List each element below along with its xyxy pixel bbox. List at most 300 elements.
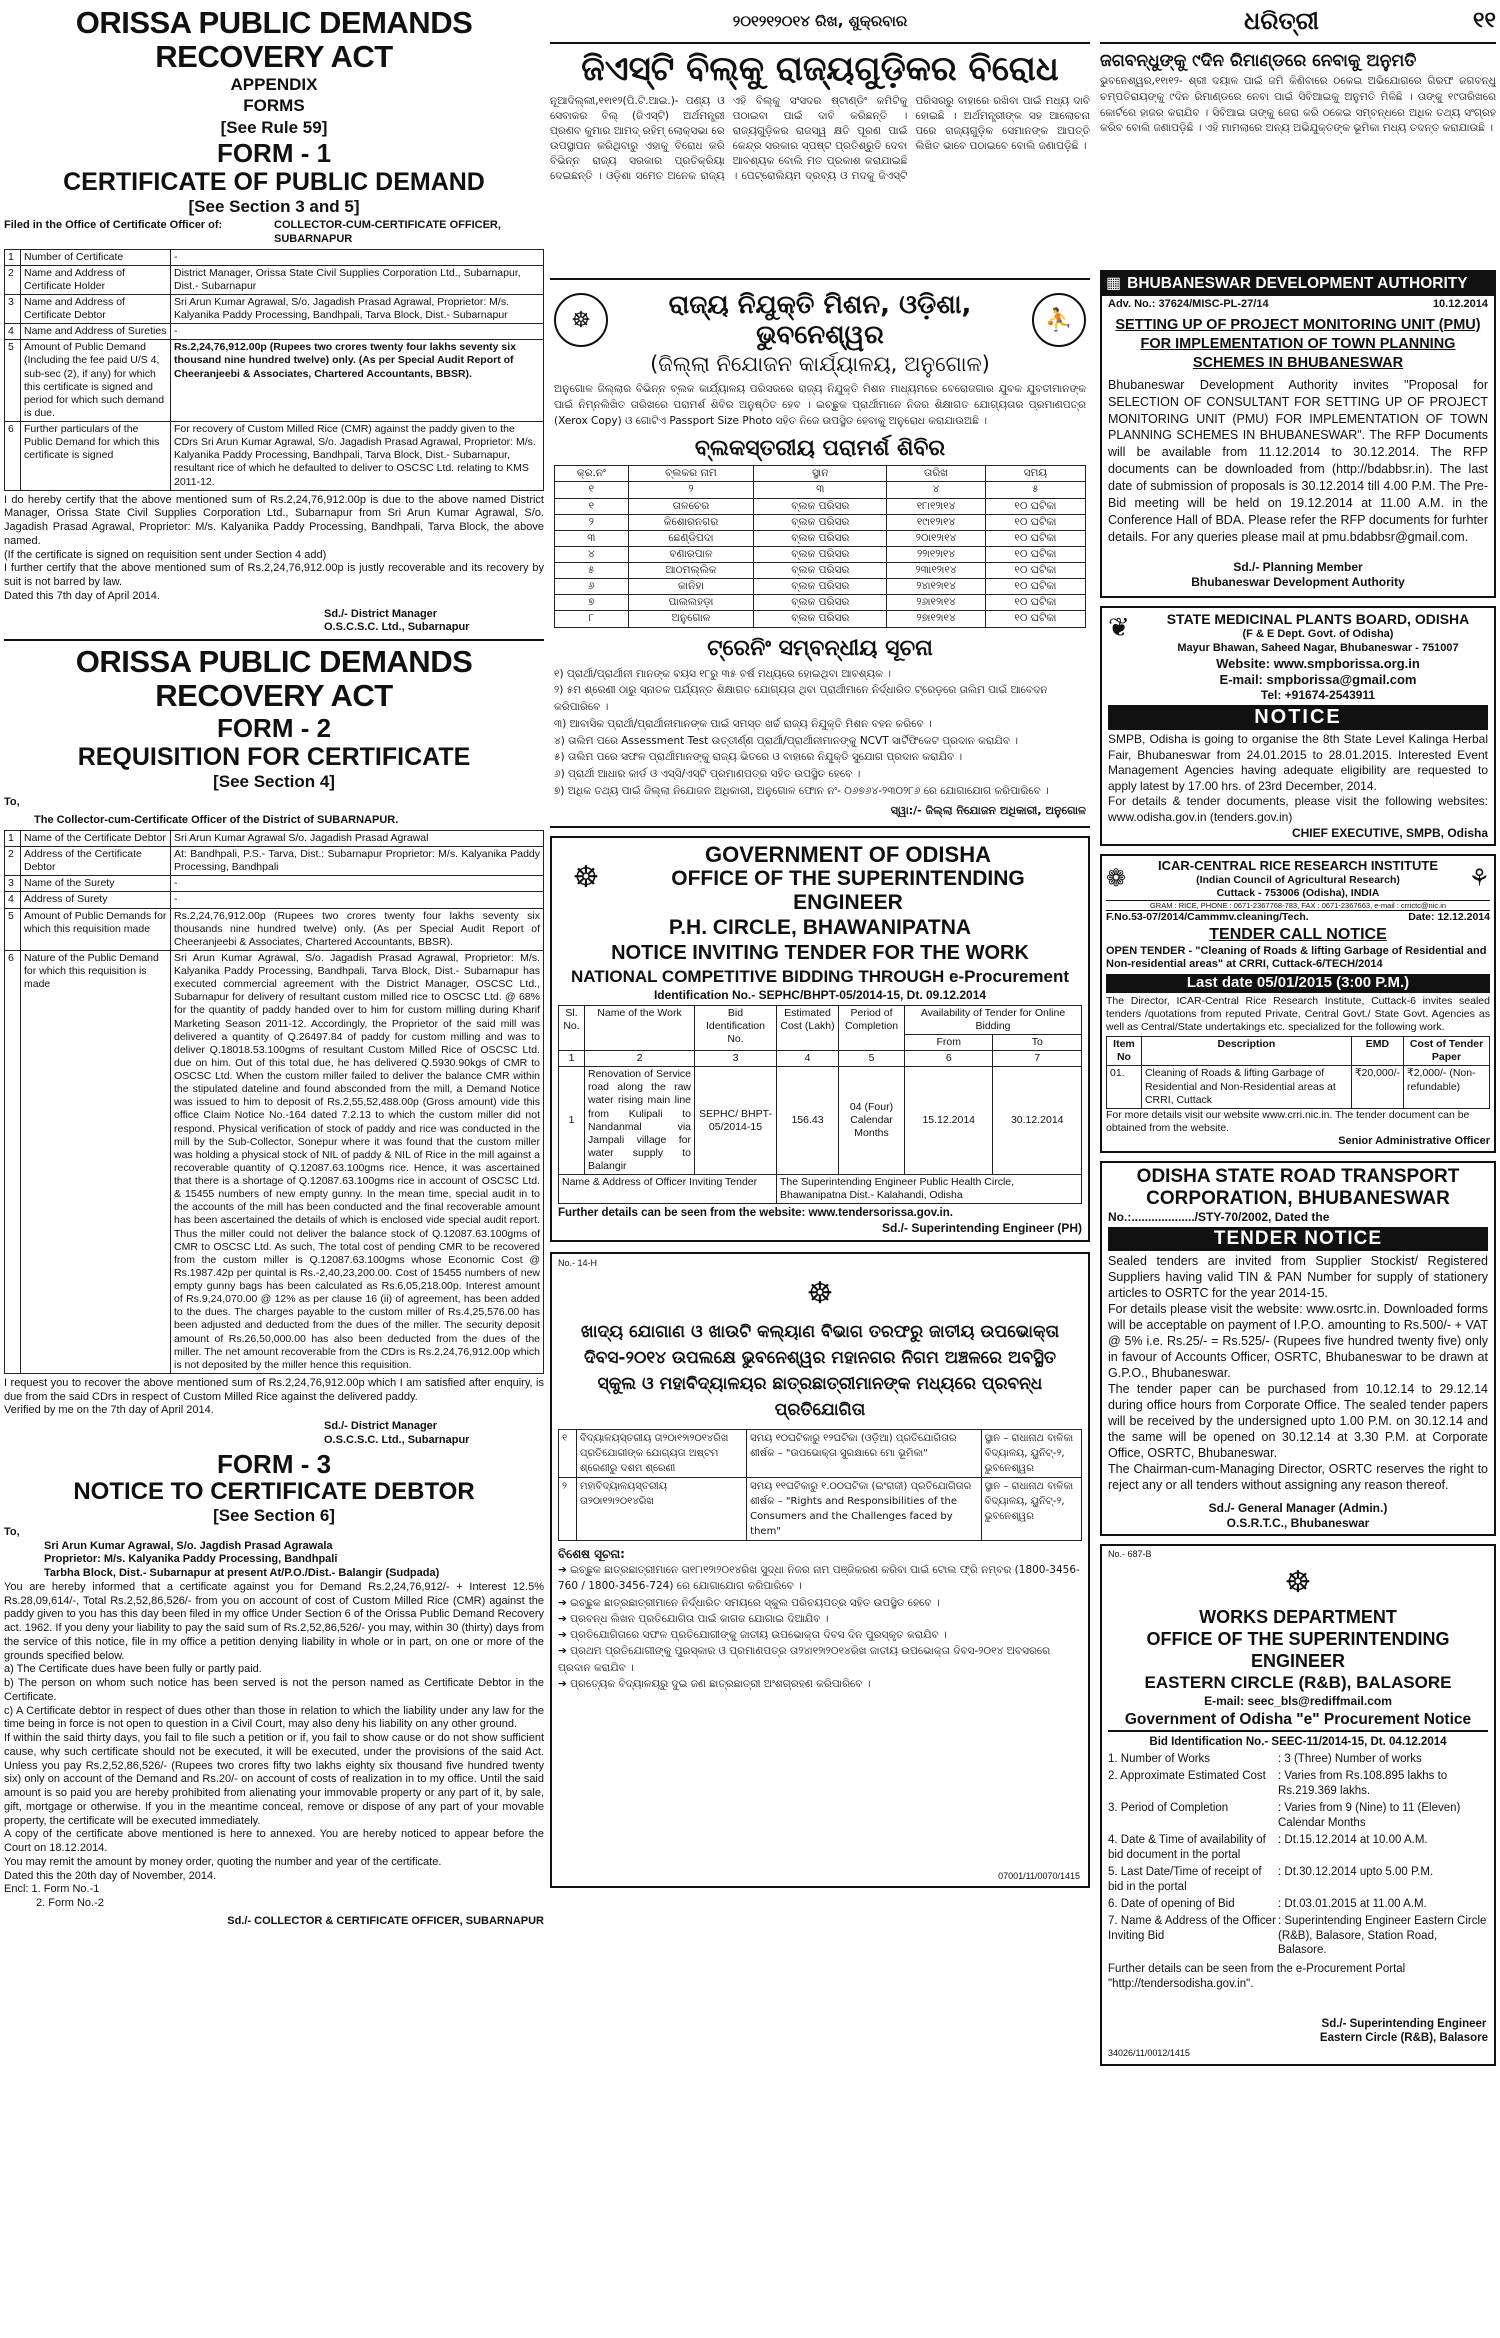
works-rows [1108, 1752, 1488, 1958]
form3-body3: A copy of the certificate above mentioned is here to annexed. You are hereby noticed to appear before the Court on 18.12.2014. [4, 1828, 544, 1855]
camp-cell: ୨୬ା୧୨ା୧୪ [887, 595, 986, 611]
icar-cell: 01. [1107, 1066, 1142, 1108]
camp-row [555, 546, 1086, 562]
icar-last-date: Last date 05/01/2015 (3:00 P.M.) [1106, 974, 1490, 993]
camp-cell: ୧୦ ଘଟିକା [985, 611, 1085, 627]
form3-ground-c: c) A Certificate debtor in respect of dues other than those in relation to which the liability under any law for the time being in force is not open to question in a Civil Court, may also deny his liability on any other ground. [4, 1704, 544, 1731]
ph-th-bid: Bid Identification No. [695, 1005, 777, 1050]
smpb-logo-icon: ❦ [1108, 611, 1130, 642]
column-left [4, 0, 544, 1929]
form2-row-number: 1 [5, 830, 21, 846]
form2-title: REQUISITION FOR CERTIFICATE [77, 743, 471, 772]
food-notes [558, 1562, 1082, 1692]
food-title1: ଖାଦ୍ୟ ଯୋଗାଣ ଓ ଖାଉଟି କଲ୍ୟାଣ ବିଭାଗ ତରଫରୁ ଜାତୀୟ ଉପଭୋକ୍ତା [580, 1322, 1060, 1342]
smpb-notice: NOTICE [1108, 705, 1488, 730]
form2-row-number: 3 [5, 876, 21, 892]
form1-table [4, 249, 544, 491]
works-row-label: 4. Date & Time of availability of bid document in the portal [1108, 1833, 1266, 1861]
bda-date: 10.12.2014 [1432, 298, 1488, 310]
works-no: No.- 687-B [1108, 1548, 1152, 1559]
form1-title: CERTIFICATE OF PUBLIC DEMAND [63, 167, 485, 196]
icar-fno: F.No.53-07/2014/Cammmv.cleaning/Tech. [1106, 911, 1309, 924]
smpb-sub: (F & E Dept. Govt. of Odisha) [1242, 628, 1394, 640]
form2-row-number: 6 [5, 950, 21, 1373]
smpb-title: STATE MEDICINAL PLANTS BOARD, ODISHA [1166, 610, 1470, 627]
training-item: ୨) ୫ମ ଶ୍ରେଣୀ ଠାରୁ ସ୍ନାତକ ପର୍ଯ୍ୟନ୍ତ ଶିକ୍ଷାଗତ ଯୋଗ୍ୟତା ଥିବା ପ୍ରାର୍ଥୀମାନେ ନିର୍ଦ୍ଧାରିତ ଟ୍ରେଡ଼ରେ ତାଲିମ ପାଇଁ ଆବେଦନ କରିପାରିବେ । [554, 684, 1048, 714]
camp-row [555, 595, 1086, 611]
camp-row [555, 498, 1086, 514]
form2-row-value: Sri Arun Kumar Agrawal S/o. Jagadish Prasad Agrawal [171, 830, 544, 846]
osrtc-title: ODISHA STATE ROAD TRANSPORT CORPORATION, BHUBANESWAR [1136, 1165, 1460, 1209]
form3-addr1: Sri Arun Kumar Agrawal, S/o. Jagdish Prasad Agrawala [44, 1539, 333, 1552]
osrtc-body2: For details please visit the website: www.osrtc.in. Downloaded forms will be acceptable on payment of I.P.O. amounting to Rs.500/- + VAT @ 5% i.e. Rs.25/- = Rs.525/- (Rupees five hundred twenty five) only in favour of Accounts Officer, OSRTC, Bhubaneswar to be drawn at G.P.O., Bhubaneswar. [1108, 1301, 1488, 1380]
masthead [1100, 0, 1496, 44]
form2-to-line: The Collector-cum-Certificate Officer of the District of SUBARNAPUR. [34, 814, 399, 827]
works-t2: OFFICE OF THE SUPERINTENDING ENGINEER [1146, 1628, 1450, 1671]
bda-ad [1100, 270, 1496, 598]
icar-open: OPEN TENDER - "Cleaning of Roads & lifting Garbage of Residential and Non-residential areas" at CRRI, Cuttack-6/TECH/2014 [1106, 944, 1487, 971]
food-row [559, 1430, 1082, 1478]
form1-row-value: - [171, 249, 544, 265]
form2-text [4, 1377, 544, 1418]
bda-adv: Adv. No.: 37624/MISC-PL-27/14 [1108, 298, 1269, 310]
sig-1-title: Sd./- District Manager [324, 607, 438, 620]
ph-col-number: 7 [993, 1051, 1082, 1067]
bda-logo-icon: ▦ [1106, 275, 1122, 292]
camp-cell: ୬ [555, 579, 629, 595]
form2-table [4, 830, 544, 1374]
form3-body: You are hereby informed that a certificate against you for Demand Rs.2,24,76,912/- + Interest 12.5% Rs.28,09,614/-, Total Rs.2,52,86,526/- from you on account of cost of Custom Milled Rice (CMR) against the paddy given to you has this day been filed in my office Under Section 6 of the Orissa Public Demand Recovery act. 1962. If you deny your liability to pay the said sum of Rs.2,52,86,526/- you may, within 30 (thirty) days from the service of this notice, file in my office a petition denying liability in whole or in part, on one or more of the grounds specified below. [4, 1580, 544, 1662]
works-row-label: 2. Approximate Estimated Cost [1108, 1770, 1266, 1783]
camp-head-cell: କ୍ର.ନଂ [555, 466, 629, 482]
camp-cell: ୭ [555, 595, 629, 611]
sig-2-title: Sd./- District Manager [324, 1420, 438, 1433]
smpb-body: SMPB, Odisha is going to organise the 8th State Level Kalinga Herbal Fair, Bhubaneswar from 24.01.2015 to 28.01.2015. Interested Event Management Agencies having adequate eligibility are requested to apply latest by 17.00 hrs. of 23rd December, 2014. [1108, 732, 1488, 793]
form1-row [5, 265, 544, 294]
food-title3: ସ୍କୁଲ ଓ ମହାବିଦ୍ୟାଳୟର ଛାତ୍ରଛାତ୍ରୀମାନଙ୍କ ମଧ୍ୟରେ ପ୍ରବନ୍ଧ ପ୍ରତିଯୋଗିତା [597, 1374, 1043, 1420]
ph-further: Further details can be seen from the website: www.tendersorissa.gov.in. [558, 1207, 953, 1220]
icar-table [1106, 1036, 1490, 1109]
camp-head-cell: ସମୟ [985, 466, 1085, 482]
camp-cell: ୪ [555, 546, 629, 562]
camp-cell: ବ୍ଲକ ପରିସର [754, 595, 887, 611]
training-list [554, 666, 1086, 800]
ph-col-number: 6 [905, 1051, 993, 1067]
ph-sig: Sd./- Superintending Engineer (PH) [881, 1220, 1082, 1235]
goo-title4: NOTICE INVITING TENDER FOR THE WORK [611, 941, 1029, 964]
govt-emblem-icon-2: ☸ [806, 1277, 834, 1311]
paper-name: ଧରିତ୍ରୀ [1244, 7, 1320, 35]
works-row-value: : 3 (Three) Number of works [1278, 1753, 1422, 1766]
works-t3: EASTERN CIRCLE (R&B), BALASORE [1144, 1672, 1452, 1692]
ph-cell: 04 (Four) Calendar Months [839, 1067, 905, 1175]
training-item: ୪) ତାଲିମ ପରେ Assessment Test ଉତ୍ତୀର୍ଣ୍ଣ ପ୍ରାର୍ଥୀ/ପ୍ରାର୍ଥୀନୀମାନଙ୍କୁ NCVT ସାର୍ଟିଫିକେଟ ପ୍ରଦାନ କରାଯିବ । [554, 734, 1019, 747]
form1-row-value: For recovery of Custom Milled Rice (CMR) against the paddy given to the CDrs Sri Arun Kumar Agrawal, S/o. Jagadish Prasad Agrawal, Proprietor: M/s. Kalyanika Paddy Processing, Bandhpali, Tarva Block, Dist.- Subarnapur, resultant rice of which he defaulted to deliver to OSCSC Ltd. relating to KMS 2011-12. [171, 422, 544, 491]
food-cell: ସମୟ ୧୧ଘଟିକାରୁ ୧.୦୦ଘଟିକା (ଇଂରାଜୀ) ପ୍ରତିଯୋଗିତାର ଶୀର୍ଷକ – "Rights and Responsibilities of the Consumers and the Challenges faced by them" [747, 1478, 981, 1541]
works-t4: Government of Odisha "e" Procurement Notice [1108, 1709, 1488, 1732]
camp-cell: ୩ [555, 530, 629, 546]
form2-row-label: Address of the Certificate Debtor [21, 847, 171, 876]
smpb-sig: CHIEF EXECUTIVE, SMPB, Odisha [1291, 825, 1488, 840]
ph-cell: 156.43 [777, 1067, 839, 1175]
smpb-ad [1100, 606, 1496, 846]
form2-request: I request you to recover the above mentioned sum of Rs.2,24,76,912.00p which I am satisfied after enquiry, is due from the said CDrs in respect of Custom Milled Rice against the delivered paddy. [4, 1376, 544, 1403]
icar-cell: ₹20,000/- [1351, 1066, 1403, 1108]
ph-col-number: 4 [777, 1051, 839, 1067]
works-row [1108, 1801, 1488, 1831]
form2-row-value: Rs.2,24,76,912.00p (Rupees two crores twenty four lakhs seventy six thousands nine hundred twelve) only. (As per Special Audit Report of Cheeranjeebi & Associates, Chartered Accountants, BBSR). [171, 908, 544, 950]
camp-cell: ବ୍ଲକ ପରିସର [754, 514, 887, 530]
form2-no: FORM - 2 [216, 713, 332, 744]
works-ad [1100, 1544, 1496, 2066]
smpb-tel: Tel: +91674-2543911 [1260, 688, 1376, 702]
icar-date: Date: 12.12.2014 [1408, 911, 1490, 924]
form2-row [5, 908, 544, 950]
form1-header [4, 0, 544, 217]
icar-head-cell: Description [1141, 1037, 1351, 1066]
works-sig1: Sd./- Superintending Engineer [1321, 2017, 1487, 2030]
works-row-value: : Varies from Rs.108.895 lakhs to Rs.219.369 lakhs. [1278, 1770, 1448, 1798]
ph-cell: 30.12.2014 [993, 1067, 1082, 1175]
icar-logo-icon: ❁ [1106, 864, 1127, 892]
camp-cell: ବଣାରପାଳ [628, 546, 754, 562]
form2-row-value: Sri Arun Kumar Agrawal, S/o. Jagadish Prasad Agrawal, Proprietor: M/s. Kalyanika Paddy Processing, Bandhpali, Tarva Block, Dist.- Subarnapur has executed commercial agreement with the District Manager, OSCSC Ltd., Subarnapur for delivery of resultant custom milled rice to OSCSC Ltd. @ 68% for the quantity of paddy handed over to him for custom milling during Kharif Marketing Season 2011-12. Accordingly, the Proprietor of the said mill was delivered a quantity of Q.26497.84 of paddy for custom milling and was to deliver Q.18018.53.100gms of resultant Custom Milled Rice of OSCSC Ltd. due on him. Out of this total due, he has delivered Q.5930.90kgs of CMR to OSCSC Ltd. When the custom miller failed to deliver the balance CMR within the stipulated dateline and found absconded from the mill, a Demand Notice was issued to him to deposit of Rs.2,55,52,488.00p (Gross amount) vide this office Claim Notice No.-164 dated 7.2.13 to which the custom miller did not respond. Physical verification of stock of paddy and rice was conducted in the mill by the Sub-Collector, Sonepur where it was found that the custom miller was holding a physical stock of NIL of paddy & NIL of Rice in the mill against a recoverable quantity of Q.12087.63.100gms rice. Hence, it was ascertained that there is a shortage of Q.12087.63.100gms rice in account of OSCSC Ltd. & 15455 numbers of new empty gunny. In the mean time, special audit in to the accounts of the mill has been conducted and the final recoverable amount has been ascertained the details of which is enclosed vide special audit report. Thus the miller could not deliver the balance stock of Q.12087.63.100gms of CMR to OSCSC Ltd. As such, The total cost of pending CMR to be recovered from the custom miller is Q.12087.63.100gms whose Economic Cost @ Rs.1987.42p per quintal is Rs.-2,40,23,200.00. Cost of 15455 numbers of new empty gunny bags has been calculated as Rs.6,05,218.00p. Interest amount of Rs.9,24,070.00 @ 12% as per clause 16 (ii) of agreement, has been added to the dues. The charges payable to the custom miller of Rs.4,25,576.00 has been adjusted and deducted from the dues of the miller. The security deposit amount of Rs.26,50,000.00 has also been deducted from the dues of the miller. The net amount recoverable from the CDrs is Rs.2,24,76,912.00p which is not deposited by the miller hence this requisition. [171, 950, 544, 1373]
appendix: APPENDIX [230, 75, 318, 94]
form1-row-number: 6 [5, 422, 21, 491]
camp-cell: କିଶୋରନଗର [628, 514, 754, 530]
mission-subtitle: (ଜିଲ୍ଲା ନିଯୋଜନ କାର୍ଯ୍ୟାଳୟ, ଅନୁଗୋଳ) [650, 352, 990, 376]
food-cell: ସ୍ଥାନ – ରାଧାନାଥ ବାଳିକା ବିଦ୍ୟାଳୟ, ୟୁନିଟ୍-୨, ଭୁବନେଶ୍ୱର [981, 1430, 1081, 1478]
mission-text: ଅନୁଗୋଳ ଜିଲ୍ଲାର ବିଭିନ୍ନ ବ୍ଲକ କାର୍ଯ୍ୟାଳୟ ପରିସରରେ ରାଜ୍ୟ ନିଯୁକ୍ତି ମିଶନ ମାଧ୍ୟମରେ ବେରୋଜଗାର ଯୁବକ ଯୁବତୀମାନଙ୍କ ପାଇଁ ନିମ୍ନଲିଖିତ ତାରିଖରେ ପରାମର୍ଶ ଶିବିର ଅନୁଷ୍ଠିତ ହେବ । ଇଚ୍ଛୁକ ପ୍ରାର୍ଥୀମାନେ ନିଜର ଶିକ୍ଷାଗତ ଯୋଗ୍ୟତାର ପ୍ରମାଣପତ୍ର (Xerox Copy) ଓ ଗୋଟିଏ Passport Size Photo ସହିତ ନିଜେ ଉପସ୍ଥିତ ହେବାକୁ ଅନୁରୋଧ କରାଯାଉଅଛି । [554, 383, 1086, 427]
icar-more: For more details visit our website www.crri.nic.in. The tender document can be obtained from the website. [1106, 1108, 1470, 1134]
osrtc-sig1: Sd./- General Manager (Admin.) [1208, 1500, 1388, 1515]
bda-banner [1102, 272, 1494, 296]
goo-title3: P.H. CIRCLE, BHAWANIPATNA [668, 915, 972, 939]
form1-row-label: Name and Address of Sureties [21, 324, 171, 340]
food-note: ➔ ଇଚ୍ଛୁକ ଛାତ୍ରଛାତ୍ରୀମାନେ ନିର୍ଦ୍ଧାରିତ ସମୟରେ ସ୍କୁଲ ପରିଚୟପତ୍ର ସହିତ ଉପସ୍ଥିତ ହେବେ । [558, 1596, 940, 1609]
food-row [559, 1478, 1082, 1541]
icar-tcn: TENDER CALL NOTICE [1209, 925, 1387, 943]
works-row [1108, 1865, 1488, 1895]
form1-row-value: - [171, 324, 544, 340]
form1-row-label: Number of Certificate [21, 249, 171, 265]
form1-row-number: 1 [5, 249, 21, 265]
form1-row [5, 324, 544, 340]
icar-sub2: Cuttack - 753006 (Odisha), INDIA [1216, 886, 1380, 899]
camp-cell: ବ୍ଲକ ପରିସର [754, 546, 887, 562]
filed-label: Filed in the Office of Certificate Officer of: [4, 219, 223, 231]
works-further: Further details can be seen from the e-Procurement Portal "http://tendersodisha.gov.in". [1108, 1963, 1406, 1990]
food-cell: ବିଦ୍ୟାଳୟସ୍ତରୀୟ ତା୨୦ା୧୨ା୨୦୧୪ରିଖ ପ୍ରତିଯୋଗୀଙ୍କ ଯୋଗ୍ୟତା ଅଷ୍ଟମ ଶ୍ରେଣୀରୁ ଦଶମ ଶ୍ରେଣୀ [577, 1430, 747, 1478]
ph-addr-label: Name & Address of Officer Inviting Tender [559, 1175, 777, 1204]
camp-cell: ୧୦ ଘଟିକା [985, 579, 1085, 595]
form1-row-label: Name and Address of Certificate Holder [21, 265, 171, 294]
form1-row-label: Further particulars of the Public Demand for which this certificate is signed [21, 422, 171, 491]
camp-cell: ବ୍ଲକ ପରିସର [754, 530, 887, 546]
ph-th-to: To [993, 1034, 1082, 1050]
ph-th-sl: Sl. No. [559, 1005, 585, 1050]
camp-head-num: ୨ [628, 482, 754, 498]
form1-row [5, 340, 544, 422]
food-ad [550, 1252, 1090, 1888]
page-number: ୧୧ [1473, 8, 1496, 34]
camp-head-num: ୩ [754, 482, 887, 498]
camp-head-cell: ତାରିଖ [887, 466, 986, 482]
form3-encl2: 2. Form No.-2 [36, 1897, 104, 1910]
mission-sig: ସ୍ୱା:/- ଜିଲ୍ଲା ନିଯୋଜନ ଅଧିକାରୀ, ଅନୁଗୋଳ [890, 803, 1086, 817]
form1-text [4, 494, 544, 604]
form3-header [4, 1450, 544, 1526]
works-row-value: : Dt.15.12.2014 at 10.00 A.M. [1278, 1833, 1428, 1846]
form2-row-label: Name of the Surety [21, 876, 171, 892]
works-bid: Bid Identification No.- SEEC-11/2014-15, Dt. 04.12.2014 [1149, 1735, 1447, 1748]
icar-sig: Senior Administrative Officer [1338, 1135, 1490, 1148]
bda-sig1: Sd./- Planning Member [1233, 559, 1363, 574]
bda-body: Bhubaneswar Development Authority invites "Proposal for SELECTION OF CONSULTANT FOR SETTING UP OF PROJECT MONITORING UNIT (PMU) FOR IMPLEMENTATION OF TOWN PLANNING SCHEMES IN BHUBANESWAR". The RFP Documents will be available from 11.12.2014 to 30.12.2014. The RFP documents can be downloaded from (http://bdabbsr.in). The last date of submission of proposals is 30.12.2014 till 4.00 P.M. The Pre-Bid meeting will be held on 19.12.2014 at 11.00 A.M. in the Conference Hall of BDA. Please refer the RFP documents for furhter details. For any queries please mail at pmu.bdabbsr@gmail.com. [1108, 377, 1488, 544]
ph-th-from: From [905, 1034, 993, 1050]
form2-row-value: At: Bandhpali, P.S.- Tarva, Dist.: Subarnapur Proprietor: M/s. Kalyanika Paddy Processing, Bandhpali [171, 847, 544, 876]
form2-row-label: Nature of the Public Demand for which this requisition is made [21, 950, 171, 1373]
camp-cell: ବ୍ଲକ ପରିସର [754, 498, 887, 514]
ph-col-number: 5 [839, 1051, 905, 1067]
icar-title: ICAR-CENTRAL RICE RESEARCH INSTITUTE [1158, 857, 1438, 873]
form1-row-label: Name and Address of Certificate Debtor [21, 294, 171, 323]
bda-heading: SETTING UP OF PROJECT MONITORING UNIT (PMU) FOR IMPLEMENTATION OF TOWN PLANNING SCHEMES IN BHUBANESWAR [1115, 316, 1481, 371]
works-row-label: 6. Date of opening of Bid [1108, 1897, 1235, 1910]
goo-title1: GOVERNMENT OF ODISHA [704, 841, 991, 867]
training-item: ୩) ଆବାସିକ ପ୍ରାର୍ଥୀ/ପ୍ରାର୍ଥୀନୀମାନଙ୍କ ପାଇଁ ସମସ୍ତ ଖର୍ଚ୍ଚ ରାଜ୍ୟ ନିଯୁକ୍ତି ମିଶନ ବହନ କରିବେ । [554, 717, 932, 730]
works-footer: 34026/11/0012/1415 [1108, 2048, 1190, 2059]
camp-head-num: ୧ [555, 482, 629, 498]
form1-row [5, 249, 544, 265]
food-note: ➔ ପ୍ରଥମ ପ୍ରତିଯୋଗୀଙ୍କୁ ପୁରସ୍କାର ଓ ପ୍ରମାଣପତ୍ର ତା୨୪ା୧୨ା୨୦୧୪ରିଖ ଜାତୀୟ ଉପଭୋକ୍ତା ଦିବସ-୨୦୧୪ ଅବସରରେ ପ୍ରଦାନ କରାଯିବ । [558, 1645, 1051, 1674]
camp-cell: ୧୦ ଘଟିକା [985, 595, 1085, 611]
camp-head-num: ୫ [985, 482, 1085, 498]
camp-cell: ୨୭ା୧୨ା୧୪ [887, 611, 986, 627]
form3-addr2: Proprietor: M/s. Kalyanika Paddy Processing, Bandhpali [44, 1553, 338, 1566]
form1-row-label: Amount of Public Demand (Including the fee paid U/S 4, sub-sec (2), if any) for which this certificate is signed and period for which such demand is due. [21, 340, 171, 422]
camp-head-cell: ବ୍ଲକର ନାମ [628, 466, 754, 482]
form3-body4: You may remit the amount by money order, quoting the number and year of the certificate. [4, 1855, 442, 1868]
form2-header [4, 641, 544, 792]
form2-section: [See Section 4] [213, 772, 335, 792]
works-sig2: Eastern Circle (R&B), Balasore [1319, 2032, 1488, 2045]
ph-th-availability: Availability of Tender for Online Bidding [905, 1005, 1082, 1034]
form1-row-number: 2 [5, 265, 21, 294]
camp-row [555, 514, 1086, 530]
headline: ଜିଏସ୍‌ଟି ବିଲ୍‌କୁ ରାଜ୍ୟଗୁଡ଼ିକର ବିରୋଧ [581, 49, 1059, 89]
camp-cell: ୧୦ ଘଟିକା [985, 514, 1085, 530]
form2-row-number: 4 [5, 892, 21, 908]
camp-cell: ୨୪ା୧୨ା୧୪ [887, 579, 986, 595]
camp-cell: ତାଳଚେର [628, 498, 754, 514]
form2-verified: Verified by me on the 7th day of April 2014. [4, 1404, 214, 1417]
form2-row-value: - [171, 892, 544, 908]
goo-ident: Identification No.- SEPHC/BHPT-05/2014-15, Dt. 09.12.2014 [653, 987, 987, 1002]
camp-cell: ବ୍ଲକ ପରିସର [754, 579, 887, 595]
works-row [1108, 1914, 1488, 1959]
icar-head-cell: EMD [1351, 1037, 1403, 1066]
food-note: ➔ ପ୍ରତିଯୋଗିତାରେ ସଫଳ ପ୍ରତିଯୋଗୀଙ୍କୁ ଜାତୀୟ ଉପଭୋକ୍ତା ଦିବସ ଦିନ ପୁରସ୍କୃତ କରାଯିବ । [558, 1629, 947, 1642]
camp-head-row [555, 466, 1086, 482]
sig-2 [324, 1420, 544, 1448]
camp-cell: ୧ [555, 498, 629, 514]
food-cell: ୨ [559, 1478, 577, 1541]
form2-to: To, [4, 796, 20, 809]
food-cell: ସମୟ ୧୦ଘଟିକାରୁ ୧୨ଘଟିକା (ଓଡ଼ିଆ) ପ୍ରତିଯୋଗିତାର ଶୀର୍ଷକ – "ଉପଭୋକ୍ତା ସୁରକ୍ଷାରେ ମୋ ଭୂମିକା" [747, 1430, 981, 1478]
ph-addr-value: The Superintending Engineer Public Health Circle, Bhawanipatna Dist.- Kalahandi, Odisha [777, 1175, 1082, 1204]
training-item: ୫) ତାଲିମ ପରେ ସଫଳ ପ୍ରାର୍ଥୀମାନଙ୍କୁ ରାଜ୍ୟ ଭିତରେ ଓ ବାହାରେ ନିଯୁକ୍ତି ସୁଯୋଗ ପ୍ରଦାନ କରାଯିବ । [554, 751, 963, 764]
filed-value: COLLECTOR-CUM-CERTIFICATE OFFICER, SUBARNAPUR [274, 219, 501, 245]
form1-cert: I do hereby certify that the above mentioned sum of Rs.2,24,76,912.00p is due to the above named District Manager, Orissa State Civil Supplies Corporation Ltd., Subarnapur from Sri Arun Kumar Agrawal, S/o. Jagadish Prasad Agrawal, Proprietor: M/s. Kalyanika Paddy Processing, Bandhpali, Tarva Block, the above named. [4, 493, 544, 547]
food-cell: ସ୍ଥାନ – ରାଧାନାଥ ବାଳିକା ବିଦ୍ୟାଳୟ, ୟୁନିଟ୍-୨, ଭୁବନେଶ୍ୱର [981, 1478, 1081, 1541]
form3-body2: If within the said thirty days, you fail to file such a petition or if, you fail to show cause or do not show sufficient cause, why such certificate should not be executed, it will be executed, under the provisions of the said Act. Unless you pay Rs.2,52,86,526/- (Rupees two crores fifty two lakhs eighty six thousand five hundred twenty six) only on account of the Demand and Rs.20/- on account of costs of realization in to my office. Until the said amount is so paid you are hereby prohibited from alienating your immovable property or any part of it, by sale, gift, mortgage or otherwise. If you in the meantime conceal, remove or dispose of any part of your movable property, the certificate will be executed immediately. [4, 1732, 544, 1827]
form2-row-value: - [171, 876, 544, 892]
icar-head-cell: Cost of Tender Paper [1404, 1037, 1490, 1066]
forms: FORMS [243, 96, 305, 116]
form1-row-value: Rs.2,24,76,912.00p (Rupees two crores twenty four lakhs seventy six thousand nine hundred twelve) only. (As per Special Audit Report of Cheeranjeebi & Associates, Chartered Accountants, BBSR). [171, 340, 544, 422]
form3-to: To, [4, 1525, 20, 1538]
training-item: ୬) ପ୍ରାର୍ଥୀ ଆଧାର କାର୍ଡ ଓ ଏସ୍‌ସି/ଏସ୍‌ଟି ପ୍ରମାଣପତ୍ର ସହିତ ଉପସ୍ଥିତ ହେବେ । [554, 768, 861, 781]
camp-cell: ୧୮ା୧୨ା୧୪ [887, 498, 986, 514]
form1-row-value: District Manager, Orissa State Civil Supplies Corporation Ltd., Subarnapur, Dist.- Subarnapur [171, 265, 544, 294]
camp-cell: ୧୦ ଘଟିକା [985, 546, 1085, 562]
icar-ad [1100, 854, 1496, 1153]
form1-note: (If the certificate is signed on requisition sent under Section 4 add) [4, 548, 327, 561]
camp-cell: ପାଲଲହଡ଼ା [628, 595, 754, 611]
icar-cell: Cleaning of Roads & lifting Garbage of Residential and Non-Residential areas at CRRI, Cuttack [1141, 1066, 1351, 1108]
icar-head-cell: Item No [1107, 1037, 1142, 1066]
form2-row-label: Address of Surety [21, 892, 171, 908]
sig-1-office: O.S.C.S.C. Ltd., Subarnapur [324, 621, 470, 634]
mission-title: ରାଜ୍ୟ ନିଯୁକ୍ତି ମିଶନ, ଓଡ଼ିଶା, ଭୁବନେଶ୍ୱର [668, 290, 972, 350]
camp-cell: ୧୦ ଘଟିକା [985, 563, 1085, 579]
form2-row [5, 950, 544, 1373]
food-cell: ୧ [559, 1430, 577, 1478]
ph-th-period: Period of Completion [839, 1005, 905, 1050]
camp-cell: ୨୨ା୧୨ା୧୪ [887, 546, 986, 562]
form3-sig: Sd./- COLLECTOR & CERTIFICATE OFFICER, SUBARNAPUR [227, 1914, 544, 1927]
food-note: ➔ ଇଚ୍ଛୁକ ଛାତ୍ରଛାତ୍ରୀମାନେ ତା୧୮ା୧୨ା୨୦୧୪ରିଖ ସୁଦ୍ଧା ନିଜର ନାମ ପଞ୍ଜିକରଣ କରିବା ପାଇଁ ଟୋଲ ଫ୍ରି ନମ୍ବର (1800-3456-760 / 1800-3456-724) ରେ ଯୋଗାଯୋଗ କରିପାରିବେ । [558, 1564, 1080, 1593]
form1-row-number: 5 [5, 340, 21, 422]
form1-no: FORM - 1 [216, 137, 332, 168]
form1-dated: Dated this 7th day of April 2014. [4, 589, 160, 602]
camp-cell: ୧୯ା୧୨ା୧୪ [887, 514, 986, 530]
food-cell: ମହାବିଦ୍ୟାଳୟସ୍ତରୀୟ ତା୨୦ା୧୨ା୨୦୧୪ରିଖ [577, 1478, 747, 1541]
food-footer: 07001/11/0070/1415 [998, 1870, 1080, 1881]
form3-addr3: Tarbha Block, Dist.- Subarnapur at present At/P.O./Dist.- Balangir (Sudpada) [44, 1567, 440, 1580]
form1-row-number: 4 [5, 324, 21, 340]
icar-gram: GRAM : RICE, PHONE : 0671-2367768-783, FAX : 0671-2367663, e-mail : crrictc@nic.in [1106, 900, 1490, 911]
form1-further: I further certify that the above mentioned sum of Rs.2,24,76,912.00p is justly recoverable and its recovery by suit is not barred by law. [4, 562, 544, 589]
camp-cell: ୨ [555, 514, 629, 530]
govt-emblem-icon-3: ☸ [1284, 1566, 1312, 1600]
icar-body: The Director, ICAR-Central Rice Research Institute, Cuttack-6 invites sealed tenders /quotations from reputed Private, Central Govt./ State Govt. Agencies as well as Central/State undertakings etc. specialized for the following work. [1106, 994, 1490, 1034]
camp-cell: ୫ [555, 563, 629, 579]
works-row-label: 1. Number of Works [1108, 1753, 1211, 1766]
ph-cell: 15.12.2014 [905, 1067, 993, 1175]
works-row [1108, 1897, 1488, 1912]
form2-row [5, 876, 544, 892]
camp-head-num-row [555, 482, 1086, 498]
camp-cell: କାନିହା [628, 579, 754, 595]
bda-title: BHUBANESWAR DEVELOPMENT AUTHORITY [1127, 275, 1468, 293]
camp-row [555, 563, 1086, 579]
camp-cell: ୧୦ ଘଟିକା [985, 498, 1085, 514]
act-title: ORISSA PUBLIC DEMANDS RECOVERY ACT [75, 5, 473, 74]
form1-row-value: Sri Arun Kumar Agrawal, S/o. Jagadish Prasad Agrawal, Proprietor: M/s. Kalyanika Paddy Processing, Bandhpali, Tarva Block, Dist.- Subarnapur [171, 294, 544, 323]
form1-row [5, 422, 544, 491]
form3-encl1: Encl: 1. Form No.-1 [4, 1883, 100, 1896]
works-sig [1320, 2017, 1488, 2046]
osrtc-body: Sealed tenders are invited from Supplier Stockist/ Registered Suppliers having valid TIN & PAN Number for supply of stationery articles to OSRTC for the year 2014-15. [1108, 1253, 1488, 1300]
top-news-text: ଭୁବନେଶ୍ୱର,୧୧ା୧୨- ଶ୍ରୀ ଦୟାଳ ପାଇଁ ଜମି କିଣିବାରେ ଠକେଇ ଅଭିଯୋଗରେ ଗିରଫ ଜଗବନ୍ଧୁ ଚମ୍ପତିରାୟଙ୍କୁ ୯ଦିନ ରିମାଣ୍ଡରେ ନେବା ପାଇଁ ସିବିଆଇକୁ ଅନୁମତି ମିଳିଛି । ତାଙ୍କୁ ୧୯ତାରିଖରେ କୋର୍ଟରେ ହାଜର କରାଯିବ । ସିବିଆଇ ତାଙ୍କୁ ଜେରା କରି ଠକେଇ ସମ୍ବନ୍ଧରେ ଅଧିକ ତଥ୍ୟ ସଂଗ୍ରହ କରିବ ବୋଲି ଜଣାପଡ଼ିଛି । ଏହି ମାମଲାରେ ଅନ୍ୟ ଅଭିଯୁକ୍ତଙ୍କ ଭୂମିକା ମଧ୍ୟ ତଦନ୍ତ କରାଯାଉଛି । [1100, 75, 1496, 135]
osrtc-no: No.:.................../STY-70/2002, Dated the [1108, 1209, 1330, 1224]
sig-2-office: O.S.C.S.C. Ltd., Subarnapur [324, 1433, 470, 1446]
works-row-value: : Varies from 9 (Nine) to 11 (Eleven) Calendar Months [1278, 1802, 1461, 1829]
news-text: ନୂଆଦିଲ୍ଲୀ,୧୧ା୧୨(ପି.ଟି.ଆଇ.)- ପଣ୍ୟ ଓ ସେବାକର ବିଲ୍ (ଜିଏସ୍‌ଟି) ଅର୍ଥମନ୍ତ୍ରୀ ପ୍ରଣବ କୁମାର ଆମଦ୍ ରହିମ୍ ଲୋକ୍ସଭା ରେ ଉପସ୍ଥାପନ କରିଥିବାରୁ ଏହାକୁ ବିରୋଧ କରି ବିଭିନ୍ନ ରାଜ୍ୟ ସରକାର ପ୍ରତିକ୍ରିୟା ଦେଇଛନ୍ତି । ଓଡ଼ିଶା ସମେତ ଅନେକ ରାଜ୍ୟ ଏହି ବିଲ୍‌କୁ ସଂସଦର ଷ୍ଟାଣ୍ଡିଂ କମିଟିକୁ ପଠାଇବା ପାଇଁ ଦାବି କରିଛନ୍ତି । ରାଜ୍ୟଗୁଡ଼ିକର ରାଜସ୍ୱ କ୍ଷତି ପୂରଣ ପାଇଁ କେନ୍ଦ୍ର ସରକାର ସ୍ପଷ୍ଟ ପ୍ରତିଶ୍ରୁତି ଦେବା ଆବଶ୍ୟକ ବୋଲି ମତ ପ୍ରକାଶ କରାଯାଇଛି । ପେଟ୍ରୋଲିୟମ ଦ୍ରବ୍ୟ ଓ ମଦକୁ ଜିଏସ୍‌ଟି ପରିସରରୁ ବାହାରେ ରଖିବା ପାଇଁ ମଧ୍ୟ ଦାବି ହୋଇଛି । ଅର୍ଥମନ୍ତ୍ରୀଙ୍କ ସହ ଆଲୋଚନା ପରେ ରାଜ୍ୟଗୁଡ଼ିକ ସେମାନଙ୍କ ଆପତ୍ତି ଲିଖିତ ଭାବେ ପଠାଇବେ ବୋଲି ଜଣାପଡ଼ିଛି । [550, 95, 1090, 182]
form2-row [5, 847, 544, 876]
camp-cell: ୮ [555, 611, 629, 627]
works-row-label: 7. Name & Address of the Officer Inviting Bid [1108, 1914, 1276, 1942]
osrtc-ad [1100, 1161, 1496, 1536]
camp-cell: ୨୦ା୧୨ା୧୪ [887, 530, 986, 546]
osrtc-notice: TENDER NOTICE [1108, 1227, 1488, 1251]
camp-cell: ଅନୁଗୋଳ [628, 611, 754, 627]
ph-cell: SEPHC/ BHPT- 05/2014-15 [695, 1067, 777, 1175]
wheat-icon: ⚘ [1468, 864, 1490, 892]
osrtc-body3: The tender paper can be purchased from 10.12.14 to 29.12.14 during office hours from Corporate Office. The sealed tender papers will be received by the undersigned upto 1.00 P.M. on 30.12.14 and the same will be opened on 30.12.14 at 3.30 P.M. at Corporate Office, OSRTC, Bhubaneswar. [1108, 1381, 1488, 1460]
top-news-headline: ଜଗବନ୍ଧୁଙ୍କୁ ୯ଦିନ ରିମାଣ୍ଡରେ ନେବାକୁ ଅନୁମତି [1100, 51, 1417, 71]
form2-row-label: Amount of Public Demands for which this requisition made [21, 908, 171, 950]
food-title2: ଦିବସ-୨୦୧୪ ଉପଲକ୍ଷେ ଭୁବନେଶ୍ୱର ମହାନଗର ନିଗମ ଅଞ୍ଚଳରେ ଅବସ୍ଥିତ [584, 1348, 1056, 1368]
works-row-value: : Dt.03.01.2015 at 11.00 A.M. [1278, 1897, 1427, 1910]
form1-row-number: 3 [5, 294, 21, 323]
ph-col-number: 1 [559, 1051, 585, 1067]
smpb-web: Website: www.smpborissa.org.in [1216, 655, 1420, 671]
works-t1: WORKS DEPARTMENT [1199, 1606, 1397, 1627]
camp-row [555, 579, 1086, 595]
form2-row-label: Name of the Certificate Debtor [21, 830, 171, 846]
training-item: ୭) ଅଧିକ ତଥ୍ୟ ପାଇଁ ଜିଲ୍ଲା ନିଯୋଜନ ଅଧିକାରୀ, ଅନୁଗୋଳ ଫୋନ ନଂ- ୦୬୭୬୪-୨୩୦୨୮୬ ରେ ଯୋଗାଯୋଗ କରିପାରିବେ । [554, 785, 1049, 798]
osrtc-sig2: O.S.R.T.C., Bhubaneswar [1226, 1515, 1370, 1530]
works-row [1108, 1769, 1488, 1799]
ph-table [558, 1005, 1082, 1205]
form3-text [4, 1526, 544, 1929]
ph-th-work: Name of the Work [585, 1005, 695, 1050]
food-no: No.- 14-H [558, 1257, 598, 1268]
form3-section: [See Section 6] [213, 1505, 335, 1525]
form2-row-number: 2 [5, 847, 21, 876]
smpb-body2: For details & tender documents, please visit the following websites: www.odisha.gov.in (tenders.gov.in) [1108, 794, 1488, 824]
sig-1 [324, 608, 544, 636]
form3-no: FORM - 3 [216, 1448, 332, 1479]
works-row-label: 5. Last Date/Time of receipt of bid in the portal [1108, 1865, 1262, 1893]
smpb-mail: E-mail: smpborissa@gmail.com [1219, 671, 1417, 687]
bda-sig2: Bhubaneswar Development Authority [1191, 574, 1405, 589]
icar-cell: ₹2,000/- (Non-refundable) [1404, 1066, 1490, 1108]
column-middle [550, 0, 1090, 1888]
form3-dated: Dated this the 20th day of November, 2014. [4, 1869, 217, 1882]
smpb-addr: Mayur Bhawan, Saheed Nagar, Bhubaneswar - 751007 [1177, 641, 1459, 654]
camp-row [555, 530, 1086, 546]
ph-tender-ad [550, 836, 1090, 1242]
date-line-bar [550, 0, 1090, 44]
camp-cell: ବ୍ଲକ ପରିସର [754, 611, 887, 627]
food-note: ➔ ପ୍ରତ୍ୟେକ ବିଦ୍ୟାଳୟରୁ ଦୁଇ ଜଣ ଛାତ୍ରଛାତ୍ରୀ ଅଂଶଗ୍ରହଣ କରିପାରିବେ । [558, 1677, 871, 1690]
training-item: ୧) ପ୍ରାର୍ଥୀ/ପ୍ରାର୍ଥୀନୀ ମାନଙ୍କ ବୟସ ୧୮ରୁ ୩୫ ବର୍ଷ ମଧ୍ୟରେ ହୋଇଥିବା ଆବଶ୍ୟକ । [554, 667, 891, 680]
form2-row-number: 5 [5, 908, 21, 950]
